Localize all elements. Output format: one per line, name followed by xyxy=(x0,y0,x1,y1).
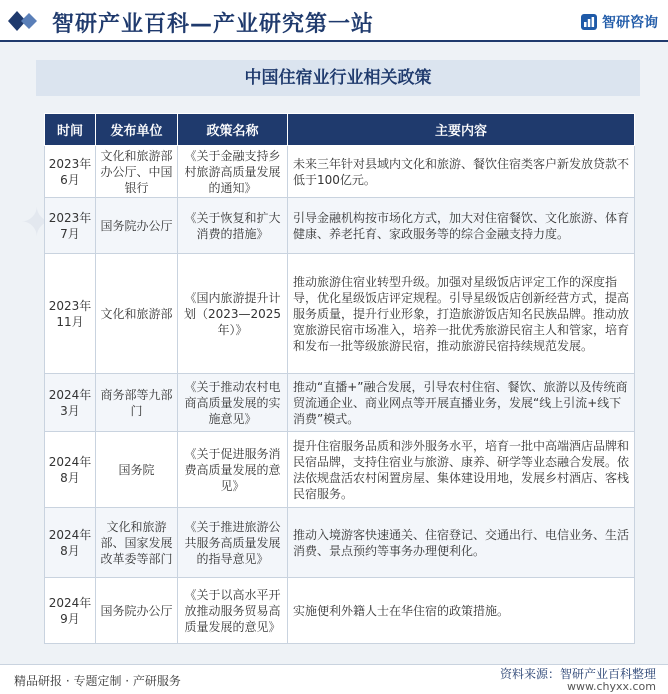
site-title: 智研产业百科—产业研究第一站 xyxy=(52,12,375,37)
cell-policy-name: 《关于以高水平开放推动服务贸易高质量发展的意见》 xyxy=(178,578,288,644)
table-header-row xyxy=(45,114,635,146)
cell-unit: 文化和旅游部 xyxy=(96,254,178,374)
table-title: 中国住宿业行业相关政策 xyxy=(36,60,640,96)
brand-logo[interactable] xyxy=(580,12,658,32)
cell-content: 未来三年针对县域内文化和旅游、餐饮住宿类客户新发放贷款不低于100亿元。 xyxy=(288,146,635,198)
cell-unit: 国务院办公厅 xyxy=(96,578,178,644)
cell-policy-name: 《关于恢复和扩大消费的措施》 xyxy=(178,198,288,254)
cell-content: 提升住宿服务品质和涉外服务水平，培育一批中高端酒店品牌和民宿品牌，支持住宿业与旅游、康养、研学等业态融合发展。依法依规盘活农村闲置房屋、集体建设用地，发展乡村酒店、客栈民宿服务。 xyxy=(288,432,635,508)
cell-time: 2023年11月 xyxy=(45,254,96,374)
cell-time: 2024年8月 xyxy=(45,508,96,578)
cell-unit: 文化和旅游部办公厅、中国银行 xyxy=(96,146,178,198)
cell-unit: 商务部等九部门 xyxy=(96,374,178,432)
diamond-logo-icon xyxy=(8,11,38,31)
table-row xyxy=(45,508,635,578)
table-row xyxy=(45,432,635,508)
cell-time: 2023年7月 xyxy=(45,198,96,254)
cell-unit: 国务院办公厅 xyxy=(96,198,178,254)
cell-unit: 国务院 xyxy=(96,432,178,508)
table-row xyxy=(45,254,635,374)
cell-content: 推动入境游客快速通关、住宿登记、交通出行、电信业务、生活消费、景点预约等事务办理便利化。 xyxy=(288,508,635,578)
table-row xyxy=(45,578,635,644)
cell-time: 2024年8月 xyxy=(45,432,96,508)
column-header-content: 主要内容 xyxy=(288,114,635,146)
footer-services: 精品研报 · 专题定制 · 产研服务 xyxy=(14,674,181,688)
watermark-decoration: ✦ xyxy=(20,200,54,246)
column-header-time: 时间 xyxy=(45,114,96,146)
top-header xyxy=(0,0,668,42)
column-header-unit: 发布单位 xyxy=(96,114,178,146)
cell-content: 推动“直播+”融合发展，引导农村住宿、餐饮、旅游以及传统商贸流通企业、商业网点等开展直播业务，发展“线上引流+线下消费”模式。 xyxy=(288,374,635,432)
cell-policy-name: 《关于金融支持乡村旅游高质量发展的通知》 xyxy=(178,146,288,198)
cell-content: 实施便利外籍人士在华住宿的政策措施。 xyxy=(288,578,635,644)
cell-content: 引导金融机构按市场化方式，加大对住宿餐饮、文化旅游、体育健康、养老托育、家政服务等的综合金融支持力度。 xyxy=(288,198,635,254)
cell-unit: 文化和旅游部、国家发展改革委等部门 xyxy=(96,508,178,578)
cell-time: 2024年9月 xyxy=(45,578,96,644)
footer-url[interactable]: www.chyxx.com xyxy=(566,680,656,693)
policy-table xyxy=(44,113,635,644)
table-row xyxy=(45,374,635,432)
cell-policy-name: 《关于推进旅游公共服务高质量发展的指导意见》 xyxy=(178,508,288,578)
cell-time: 2024年3月 xyxy=(45,374,96,432)
footer xyxy=(0,664,668,694)
column-header-name: 政策名称 xyxy=(178,114,288,146)
cell-time: 2023年6月 xyxy=(45,146,96,198)
cell-policy-name: 《关于促进服务消费高质量发展的意见》 xyxy=(178,432,288,508)
footer-source: 资料来源：智研产业百科整理 xyxy=(499,667,656,681)
cell-policy-name: 《关于推动农村电商高质量发展的实施意见》 xyxy=(178,374,288,432)
cell-policy-name: 《国内旅游提升计划（2023—2025年）》 xyxy=(178,254,288,374)
cell-content: 推动旅游住宿业转型升级。加强对星级饭店评定工作的深度指导，优化星级饭店评定规程。引导星级饭店创新经营方式，提高服务质量，提升行业形象，打造旅游饭店知名民族品牌。推动放宽旅游民宿市场准入，培养一批优秀旅游民宿主人和管家，培育和发布一批等级旅游民宿，推动旅游民宿持续规范发展。 xyxy=(288,254,635,374)
brand-name: 智研咨询 xyxy=(602,15,658,31)
brand-mark-icon xyxy=(580,13,598,31)
table-row xyxy=(45,146,635,198)
table-row xyxy=(45,198,635,254)
